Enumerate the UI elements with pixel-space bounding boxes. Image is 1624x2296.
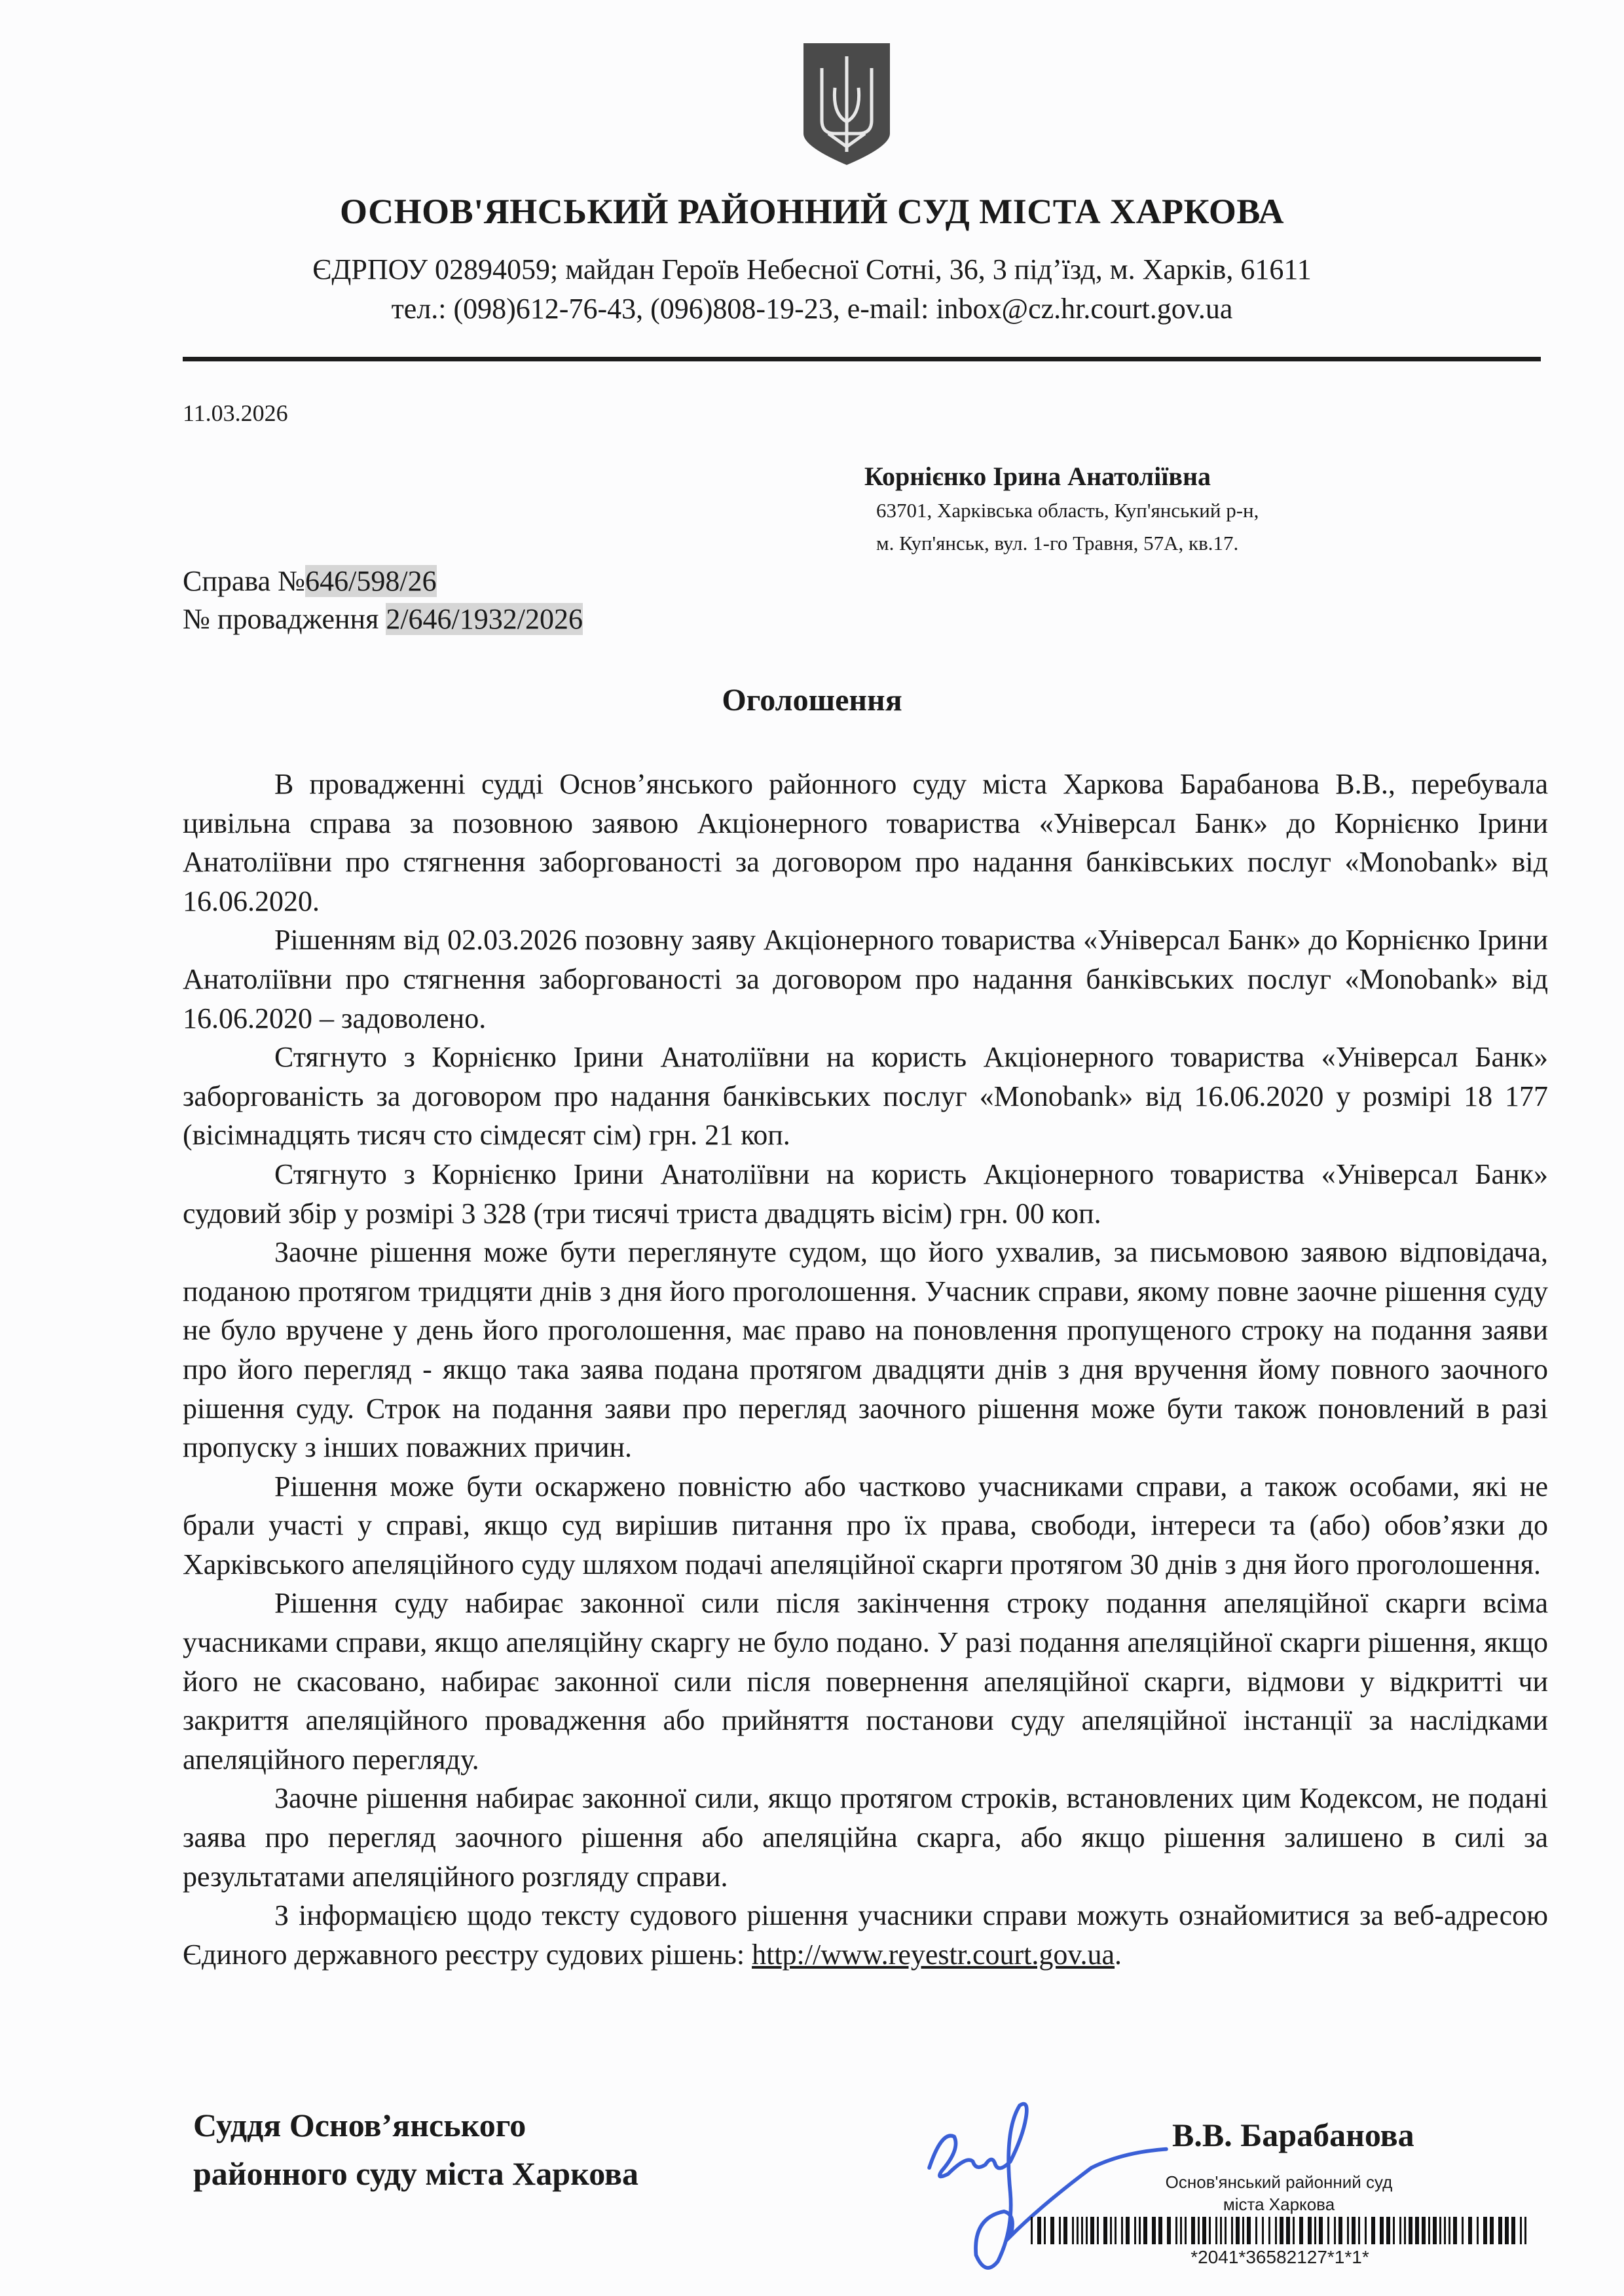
barcode-bar [1191,2217,1195,2244]
barcode-bar [1399,2217,1401,2244]
recipient-name: Корнієнко Ірина Анатоліївна [864,462,1211,491]
barcode-bar [1453,2217,1457,2244]
barcode-bar [1242,2217,1244,2244]
stamp-line1: Основ'янський районний суд [1165,2172,1393,2192]
barcode-bar [1198,2217,1200,2244]
barcode [1031,2217,1529,2244]
document-date: 11.03.2026 [183,400,288,426]
barcode-bar [1063,2217,1067,2244]
coat-of-arms-icon [802,42,891,166]
barcode-bar [1404,2217,1406,2244]
paragraph: В провадженні судді Основ’янського районного суду міста Харкова Барабанова В.В., перебувала цивільна справа за позовною заявою Акціонерного товариства «Універсал Банк» до Корнієнко Ірини Анатоліївни про стягнення заборгованості за договором про надання банківських послуг «Monobank» від 16.06.2020. [183,768,1548,917]
proceeding-label: № провадження [183,603,386,635]
paragraph: Стягнуто з Корнієнко Ірини Анатоліївни на користь Акціонерного товариства «Універсал Банк» судовий збір у розмірі 3 328 (три тисячі триста двадцять вісім) грн. 00 коп. [183,1157,1548,1230]
document-body [183,765,1548,1974]
barcode-bar [1314,2217,1316,2244]
header-divider [183,357,1541,361]
barcode-bar [1236,2217,1240,2244]
paragraph-registry [183,1896,1548,1974]
registry-text: З інформацією щодо тексту судового рішення учасники справи можуть ознайомитися за веб-адресою Єдиного державного реєстру судових рішень: [183,1899,1548,1971]
registry-link[interactable]: http://www.reyestr.court.gov.ua [752,1938,1115,1971]
barcode-bar [1209,2217,1211,2244]
barcode-bar [1468,2217,1472,2244]
barcode-bar [1126,2217,1130,2244]
barcode-bar [1286,2217,1290,2244]
barcode-bar [1044,2217,1046,2244]
court-contacts: тел.: (098)612-76-43, (096)808-19-23, e-mail: inbox@cz.hr.court.gov.ua [391,293,1233,325]
recipient-address-line1: 63701, Харківська область, Куп'янський р-н, [876,499,1259,522]
barcode-bar [1220,2217,1222,2244]
barcode-bar [1380,2217,1384,2244]
barcode-bar [1180,2217,1182,2244]
barcode-bar [1202,2217,1206,2244]
paragraph: Заочне рішення може бути переглянуте судом, що його ухвалив, за письмовою заявою відповідача, поданою протягом тридцяти днів з дня його проголошення. Учасник справи, якому повне заочне рішення суду не було вручене у день його проголошення, має право на поновлення пропущеного строку на подання заяви про його перегляд - якщо така заява подана протягом двадцяти днів з дня вручення йому повного заочного рішення суду. Строк на подання заяви про перегляд заочного рішення може бути також поновлений в разі пропуску з інших поважних причин. [183,1236,1548,1464]
barcode-bar [1158,2217,1162,2244]
barcode-bar [1247,2217,1251,2244]
barcode-bar [1293,2217,1295,2244]
judge-name: В.В. Барабанова [1172,2117,1414,2153]
paragraph: Заочне рішення набирає законної сили, якщо протягом строків, встановлених цим Кодексом, не подані заява про перегляд заочного рішення або апеляційна скарга, або якщо рішення залишено в силі за результатами апеляційного розгляду справи. [183,1782,1548,1893]
barcode-bar [1077,2217,1079,2244]
barcode-bar [1462,2217,1464,2244]
recipient-address-line2: м. Куп'янськ, вул. 1-го Травня, 57А, кв.17. [876,532,1239,555]
case-number-line [183,564,437,598]
registry-end: . [1115,1938,1122,1971]
stamp-line2: міста Харкова [1223,2195,1335,2214]
barcode-bar [1280,2217,1283,2244]
barcode-bar [1081,2217,1083,2244]
barcode-bar [1134,2217,1136,2244]
barcode-bar [1490,2217,1494,2244]
barcode-bar [1524,2217,1526,2244]
barcode-bar [1415,2217,1419,2244]
proceeding-number-line [183,602,583,636]
barcode-bar [1086,2217,1088,2244]
barcode-bar [1072,2217,1074,2244]
barcode-bar [1268,2217,1270,2244]
barcode-bar [1059,2217,1061,2244]
proceeding-number: 2/646/1932/2026 [386,603,583,635]
barcode-bar [1511,2217,1515,2244]
barcode-bar [1422,2217,1426,2244]
barcode-bar [1037,2217,1041,2244]
barcode-bar [1365,2217,1367,2244]
barcode-bar [1439,2217,1441,2244]
barcode-bar [1505,2217,1509,2244]
barcode-bar [1498,2217,1502,2244]
judge-title-line1: Суддя Основ’янського [193,2107,526,2143]
paragraph: Рішення може бути оскаржено повністю або частково учасниками справи, а також особами, які не брали участі у справі, якщо суд вирішив питання про їх права, свободи, інтереси та (або) обов’язки до Харківського апеляційного суду шляхом подачі апеляційної скарги протягом 30 днів з дня його проголошення. [183,1470,1548,1580]
barcode-bar [1090,2217,1094,2244]
barcode-bar [1520,2217,1522,2244]
barcode-bar [1334,2217,1336,2244]
barcode-bar [1371,2217,1375,2244]
barcode-bar [1483,2217,1487,2244]
barcode-bar [1352,2217,1356,2244]
barcode-bar [1262,2217,1264,2244]
barcode-bar [1386,2217,1390,2244]
court-details: ЄДРПОУ 02894059; майдан Героїв Небесної Сотні, 36, 3 під’їзд, м. Харків, 61611 [312,253,1312,285]
barcode-bar [1143,2217,1147,2244]
barcode-bar [1225,2217,1227,2244]
barcode-bar [1393,2217,1395,2244]
paragraph: Рішенням від 02.03.2026 позовну заяву Акціонерного товариства «Універсал Банк» до Корнієнко Ірини Анатоліївни про стягнення заборгованості за договором про надання банківських послуг «Monobank» від 16.06.2020 – задоволено. [183,924,1548,1034]
barcode-bar [1231,2217,1233,2244]
barcode-bar [1358,2217,1360,2244]
barcode-bar [1103,2217,1107,2244]
paragraph: Стягнуто з Корнієнко Ірини Анатоліївни на користь Акціонерного товариства «Універсал Банк» заборгованість за договором про надання банківських послуг «Monobank» від 16.06.2020 у розмірі 18 177 (вісімнадцять тисяч сто сімдесят сім) грн. 21 коп. [183,1041,1548,1152]
barcode-bar [1275,2217,1277,2244]
case-label: Справа № [183,565,306,597]
barcode-number: *2041*36582127*1*1* [1190,2247,1369,2267]
barcode-bar [1152,2217,1156,2244]
barcode-bar [1433,2217,1437,2244]
barcode-bar [1167,2217,1171,2244]
barcode-bar [1477,2217,1479,2244]
handwritten-signature [917,2092,1179,2275]
barcode-bar [1338,2217,1342,2244]
barcode-bar [1050,2217,1054,2244]
judge-title-line2: районного суду міста Харкова [193,2155,639,2192]
barcode-bar [1215,2217,1217,2244]
case-number: 646/598/26 [305,565,437,597]
barcode-bar [1428,2217,1430,2244]
barcode-bar [1031,2217,1033,2244]
barcode-bar [1139,2217,1141,2244]
document-heading: Оголошення [722,683,902,718]
barcode-bar [1115,2217,1116,2244]
barcode-bar [1097,2217,1099,2244]
barcode-bar [1299,2217,1303,2244]
barcode-bar [1255,2217,1257,2244]
barcode-bar [1185,2217,1187,2244]
barcode-bar [1308,2217,1312,2244]
barcode-bar [1409,2217,1412,2244]
barcode-bar [1121,2217,1123,2244]
barcode-bar [1175,2217,1177,2244]
barcode-bar [1319,2217,1323,2244]
barcode-bar [1449,2217,1450,2244]
paragraph: Рішення суду набирає законної сили після закінчення строку подання апеляційної скарги всіма учасниками справи, якщо апеляційну скаргу не було подано. У разі подання апеляційної скарги рішення, якщо його не скасовано, набирає законної сили після повернення апеляційної скарги, відмови у відкритті чи закриття апеляційного провадження або прийняття постанови суду апеляційної інстанції за наслідками апеляційного перегляду. [183,1587,1548,1776]
barcode-bar [1327,2217,1329,2244]
court-name: ОСНОВ'ЯНСЬКИЙ РАЙОННИЙ СУД МІСТА ХАРКОВА [340,192,1284,231]
barcode-bar [1347,2217,1349,2244]
barcode-bar [1444,2217,1446,2244]
barcode-bar [1110,2217,1112,2244]
